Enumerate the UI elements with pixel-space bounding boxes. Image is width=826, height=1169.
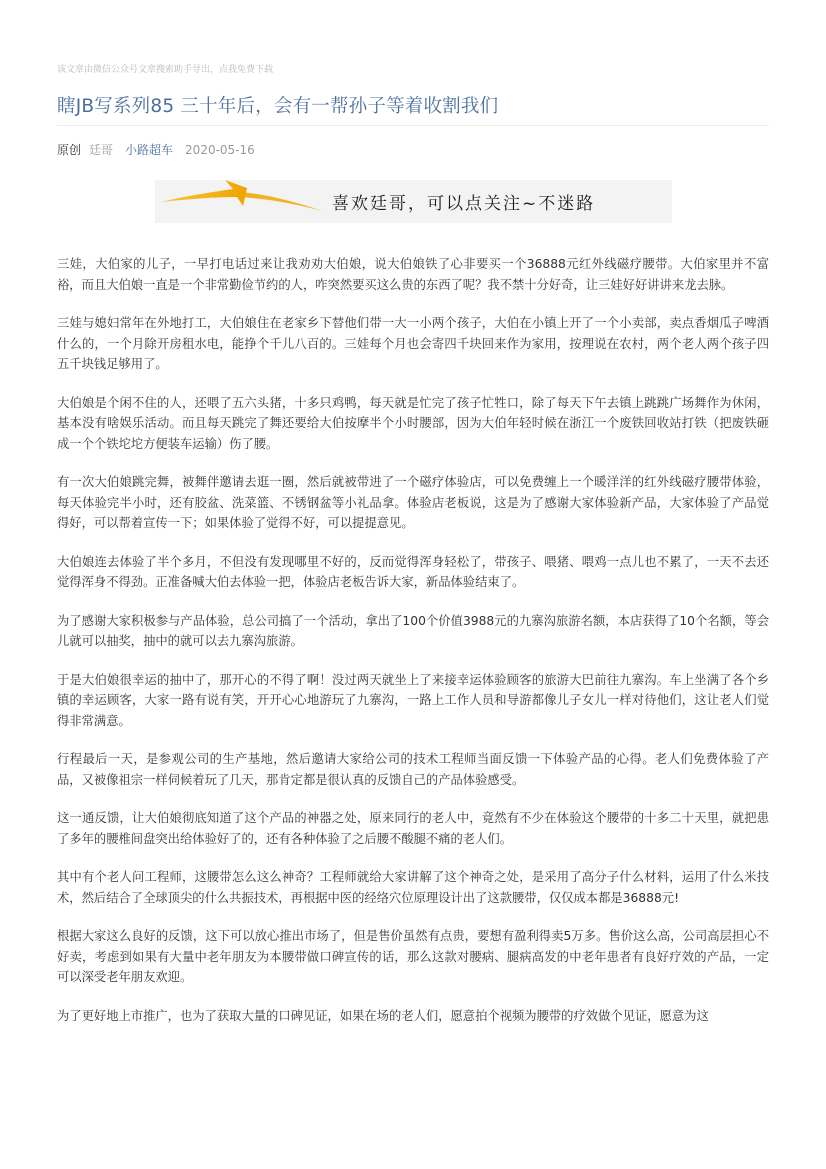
title-divider [57,125,769,126]
article-meta [57,141,255,158]
article-body [57,254,769,1044]
paragraph: 为了感谢大家积极参与产品体验，总公司搞了一个活动，拿出了100个价值3988元的九寨沟旅游名额，本店获得了10个名额，等会儿就可以抽奖，抽中的就可以去九寨沟旅游。 [57,613,769,648]
banner-text: 喜欢廷哥，可以点关注~不迷路 [332,194,596,214]
paragraph: 三娃，大伯家的儿子，一早打电话过来让我劝劝大伯娘，说大伯娘铁了心非要买一个36888元红外线磁疗腰带。大伯家里并不富裕，而且大伯娘一直是一个非常勤俭节约的人，咋突然要买这么贵的东西了呢？我不禁十分好奇，让三娃好好讲讲来龙去脉。 [57,257,769,292]
article-title: 瞎JB写系列85 三十年后，会有一帮孙子等着收割我们 [57,96,499,117]
export-note-link[interactable]: 该文章由微信公众号文章搜索助手导出，点我免费下载 [57,65,274,75]
paragraph: 行程最后一天，是参观公司的生产基地，然后邀请大家给公司的技术工程师当面反馈一下体验产品的心得。老人们免费体验了产品，又被像祖宗一样伺候着玩了几天，那肯定都是很认真的反馈自己的产品体验感受。 [57,752,769,787]
paragraph: 其中有个老人问工程师，这腰带怎么这么神奇？工程师就给大家讲解了这个神奇之处，是采用了高分子什么材料，运用了什么米技术，然后结合了全球顶尖的什么共振技术，再根据中医的经络穴位原理设计出了这款腰带，仅仅成本都是36888元! [57,870,769,905]
paragraph: 为了更好地上市推广，也为了获取大量的口碑见证，如果在场的老人们，愿意拍个视频为腰带的疗效做个见证，愿意为这 [57,1008,709,1023]
original-label: 原创 [57,143,82,157]
paragraph: 大伯娘是个闲不住的人，还喂了五六头猪，十多只鸡鸭，每天就是忙完了孩子忙牲口，除了每天下午去镇上跳跳广场舞作为休闲，基本没有啥娱乐活动。而且每天跳完了舞还要给大伯按摩半个小时腰部，因为大伯年轻时候在浙江一个废铁回收站打铁（把废铁砸成一个个铁坨坨方便装车运输）伤了腰。 [57,395,769,451]
author-name: 廷哥 [89,143,114,157]
publish-date: 2020-05-16 [185,143,255,157]
paragraph: 根据大家这么良好的反馈，这下可以放心推出市场了，但是售价虽然有点贵，要想有盈利得卖5万多。售价这么高，公司高层担心不好卖，考虑到如果有大量中老年朋友为本腰带做口碑宣传的话，那么这款对腰病、腿病高发的中老年患者有良好疗效的产品，一定可以深受老年朋友欢迎。 [57,929,769,984]
paragraph: 大伯娘连去体验了半个多月，不但没有发现哪里不好的，反而觉得浑身轻松了，带孩子、喂猪、喂鸡一点儿也不累了，一天不去还觉得浑身不得劲。正准备喊大伯去体验一把，体验店老板告诉大家，新品体验结束了。 [57,554,769,589]
paragraph: 有一次大伯娘跳完舞，被舞伴邀请去逛一圈，然后就被带进了一个磁疗体验店，可以免费缠上一个暖洋洋的红外线磁疗腰带体验，每天体验完半小时，还有胶盆、洗菜篮、不锈钢盆等小礼品拿。体验店老板说，这是为了感谢大家体验新产品，大家体验了产品觉得好，可以帮着宣传一下；如果体验了觉得不好，可以提提意见。 [57,475,769,530]
account-link[interactable]: 小路超车 [125,143,174,157]
paragraph: 这一通反馈，让大伯娘彻底知道了这个产品的神器之处，原来同行的老人中，竟然有不少在体验这个腰带的十多二十天里，就把患了多年的腰椎间盘突出给体验好了的，还有各种体验了之后腰不酸腿不痛的老人们。 [57,811,769,846]
paragraph: 于是大伯娘很幸运的抽中了，那开心的不得了啊！没过两天就坐上了来接幸运体验顾客的旅游大巴前往九寨沟。车上坐满了各个乡镇的幸运顾客，大家一路有说有笑，开开心心地游玩了九寨沟，一路上工作人员和导游都像儿子女儿一样对待他们，这让老人们觉得非常满意。 [57,672,769,728]
follow-banner [155,180,672,223]
paragraph: 三娃与媳妇常年在外地打工，大伯娘住在老家乡下替他们带一大一小两个孩子，大伯在小镇上开了一个小卖部，卖点香烟瓜子啤酒什么的，一个月除开房租水电，能挣个千儿八百的。三娃每个月也会寄四千块回来作为家用，按理说在农村，两个老人两个孩子四五千块钱足够用了。 [57,316,769,371]
